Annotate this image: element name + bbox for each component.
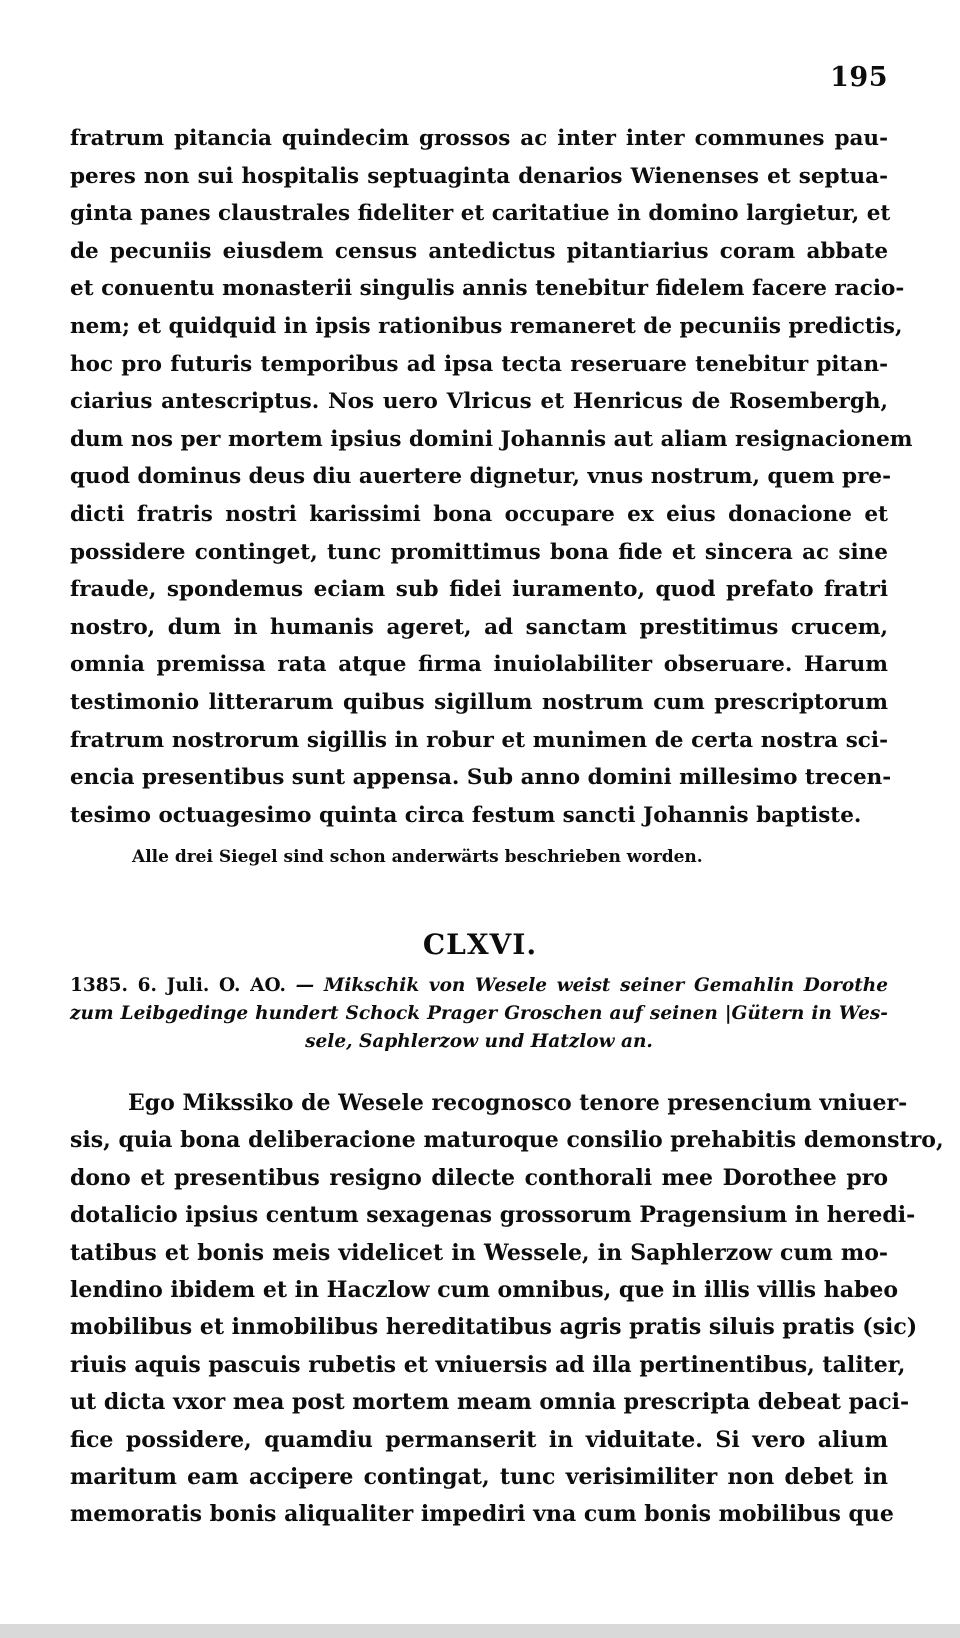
page-number: 195: [830, 62, 888, 93]
text-line: Ego Mikssiko de Wesele recognosco tenore presencium vniuer-: [128, 1090, 908, 1116]
text-line: maritum eam accipere contingat, tunc verisimiliter non debet in: [70, 1463, 888, 1490]
text-line: peres non sui hospitalis septuaginta denarios Wienenses et septua-: [70, 163, 888, 189]
text-line: quod dominus deus diu auertere dignetur, vnus nostrum, quem pre-: [70, 464, 891, 490]
text-line: possidere continget, tunc promittimus bona fide et sincera ac sine: [70, 539, 888, 565]
text-line: dono et presentibus resigno dilecte conthorali mee Dorothee pro: [70, 1164, 888, 1191]
regest-line: zum Leibgedinge hundert Schock Prager Groschen auf seinen |Gütern in Wes-: [70, 1003, 888, 1024]
regest-summary: [70, 972, 888, 1056]
text-line: encia presentibus sunt appensa. Sub anno domini millesimo trecen-: [70, 765, 892, 791]
document-number-heading: CLXVI.: [422, 928, 538, 961]
text-line: nem; et quidquid in ipsis rationibus remaneret de pecuniis predictis,: [70, 313, 903, 339]
text-line: testimonio litterarum quibus sigillum nostrum cum prescriptorum: [70, 689, 888, 715]
text-line: omnia premissa rata atque firma inuiolabiliter obseruare. Harum: [70, 652, 888, 678]
text-line: fice possidere, quamdiu permanserit in viduitate. Si vero alium: [70, 1426, 888, 1453]
regest-summary-text: — Mikschik von Wesele weist seiner Gemahlin Dorothe: [285, 975, 888, 996]
seal-note: Alle drei Siegel sind schon anderwärts beschrieben worden.: [132, 847, 703, 867]
text-line: dotalicio ipsius centum sexagenas grossorum Pragensium in heredi-: [70, 1202, 916, 1229]
text-line: mobilibus et inmobilibus hereditatibus agris pratis siluis pratis (sic): [70, 1314, 918, 1341]
text-line: dum nos per mortem ipsius domini Johannis aut aliam resignacionem: [70, 426, 913, 452]
text-line: fratrum nostrorum sigillis in robur et munimen de certa nostra sci-: [70, 727, 888, 753]
text-line: de pecuniis eiusdem census antedictus pitantiarius coram abbate: [70, 238, 888, 264]
text-line: fraude, spondemus eciam sub fidei iuramento, quod prefato fratri: [70, 577, 888, 603]
regest-line: sele, Saphlerzow und Hatzlow an.: [305, 1031, 653, 1052]
text-line: et conuentu monasterii singulis annis tenebitur fidelem facere racio-: [70, 276, 905, 302]
charter-text-continued: [70, 120, 913, 834]
text-line: riuis aquis pascuis rubetis et vniuersis ad illa pertinentibus, taliter,: [70, 1351, 906, 1378]
text-line: nostro, dum in humanis ageret, ad sanctam prestitimus crucem,: [70, 614, 888, 640]
regest-date: 1385. 6. Juli. O. AO.: [70, 975, 286, 996]
text-line: fratrum pitancia quindecim grossos ac inter inter communes pau-: [70, 126, 888, 151]
text-line: sis, quia bona deliberacione maturoque consilio prehabitis demonstro,: [70, 1127, 944, 1154]
text-line: ciarius antescriptus. Nos uero Vlricus et Henricus de Rosembergh,: [70, 389, 888, 415]
regest-line: [70, 972, 888, 1000]
text-line: memoratis bonis aliqualiter impediri vna cum bonis mobilibus que: [70, 1501, 894, 1528]
text-line: hoc pro futuris temporibus ad ipsa tecta reseruare tenebitur pitan-: [70, 351, 888, 377]
text-line: dicti fratris nostri karissimi bona occupare ex eius donacione et: [70, 501, 888, 527]
text-line: tatibus et bonis meis videlicet in Wessele, in Saphlerzow cum mo-: [70, 1239, 888, 1266]
scan-bottom-edge: [0, 1624, 960, 1638]
charter-text: [70, 1085, 944, 1534]
text-line: lendino ibidem et in Haczlow cum omnibus, que in illis villis habeo: [70, 1276, 899, 1303]
text-line: ut dicta vxor mea post mortem meam omnia prescripta debeat paci-: [70, 1389, 910, 1416]
text-line: tesimo octuagesimo quinta circa festum sancti Johannis baptiste.: [70, 802, 862, 828]
text-line: ginta panes claustrales fideliter et caritatiue in domino largietur, et: [70, 201, 891, 227]
